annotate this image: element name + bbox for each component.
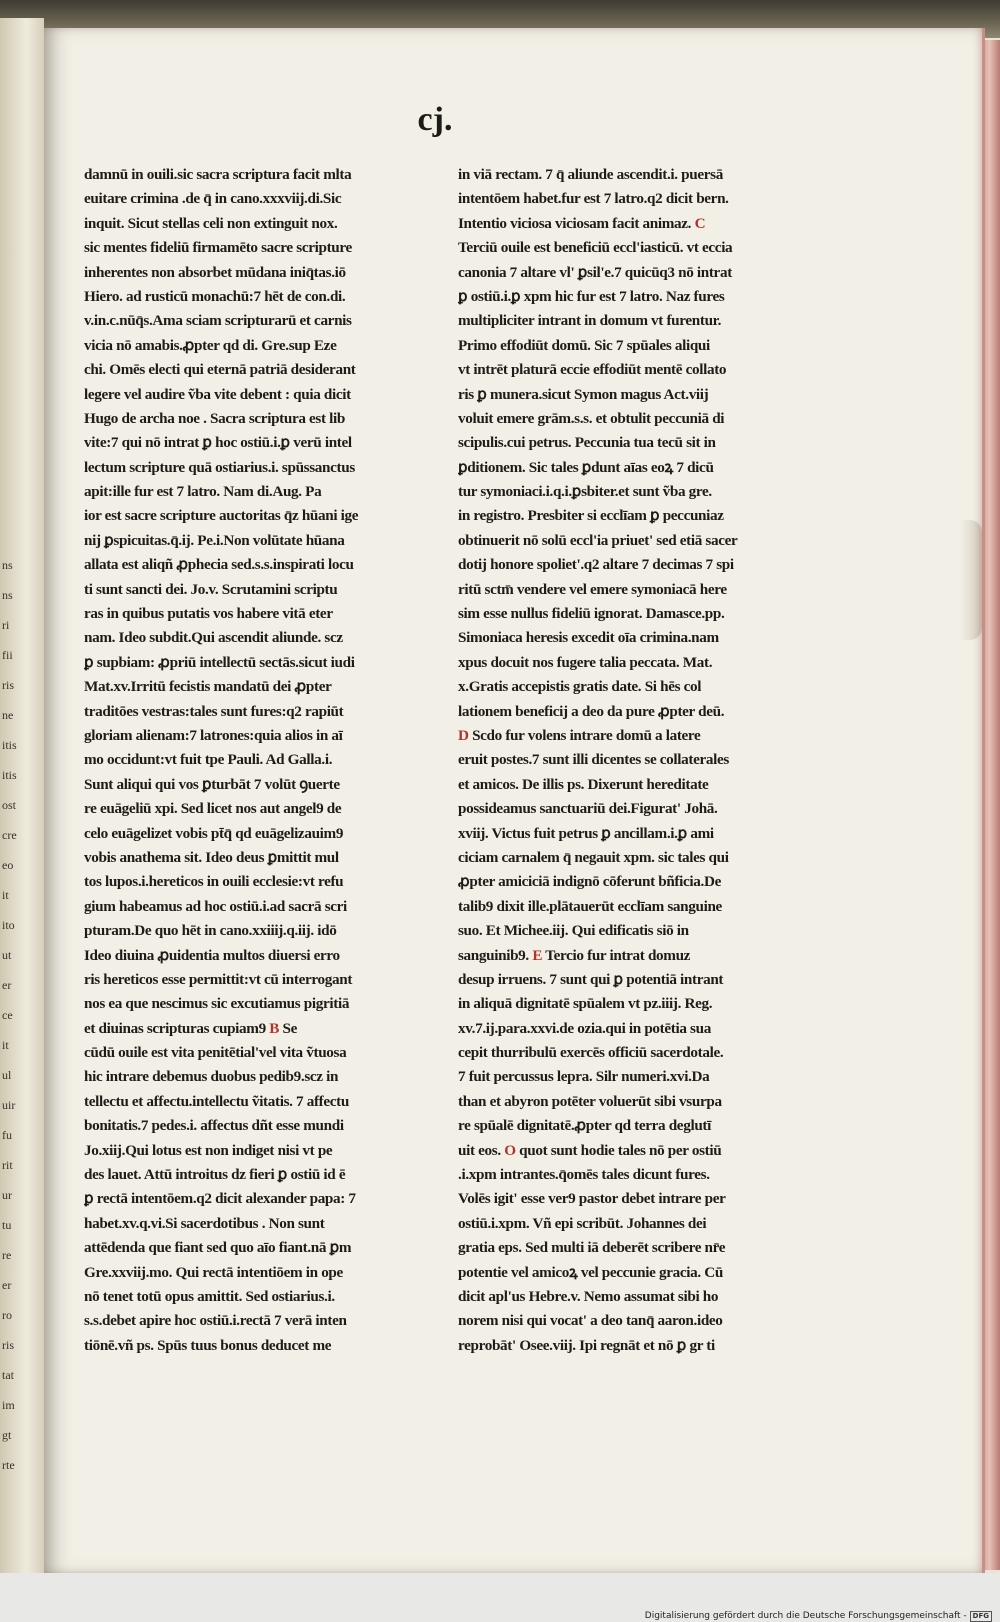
dfg-logo: DFG	[970, 1611, 992, 1622]
facing-page-fragment: ns	[2, 558, 13, 572]
text-line: than et abyron potēter voluerūt sibi vsurpa	[458, 1092, 722, 1110]
text-line: tur symoniaci.i.q.i.ꝑsbiter.et sunt ṽba gre.	[458, 483, 712, 501]
facing-page-fragment: ut	[2, 948, 12, 962]
facing-page-fragment: eo	[2, 858, 14, 872]
facing-page-fragment: itis	[2, 738, 17, 752]
text-line: voluit emere grām.s.s. et obtulit peccuniā di	[458, 409, 725, 427]
text-line: ris hereticos esse permittit:vt cū interrogant	[84, 970, 353, 988]
facing-page-fragment: ost	[2, 798, 17, 812]
text-line: ras in quibus putatis vos habere vitā eter	[84, 605, 333, 623]
text-line: intentōem habet.fur est 7 latro.q2 dicit bern.	[458, 190, 729, 208]
text-line: D Scdo fur volens intrare domū a latere	[458, 726, 701, 744]
text-line: in viā rectam. 7 q̄ aliunde ascendit.i. puersā	[458, 166, 723, 183]
facing-page-fragment: rte	[2, 1458, 15, 1472]
text-line: apit:ille fur est 7 latro. Nam di.Aug. Pa	[84, 483, 322, 501]
text-line: bonitatis.7 pedes.i. affectus dñt esse mundi	[84, 1117, 344, 1135]
text-line: ior est sacre scripture auctoritas q̄z hūani ige	[84, 507, 359, 525]
text-line: potentie vel amicoꝝ vel peccunie gracia. Cū	[458, 1263, 723, 1281]
text-line: mo occidunt:vt fuit tpe Pauli. Ad Galla.i.	[84, 751, 333, 769]
facing-page-fragment: it	[2, 888, 9, 902]
text-line: ostiū.i.xpm. Vñ epi scribūt. Johannes dei	[458, 1214, 707, 1232]
text-line: ti sunt sancti dei. Jo.v. Scrutamini scriptu	[84, 580, 338, 598]
text-line: vicia nō amabis.ꝓpter qd di. Gre.sup Eze	[84, 336, 337, 354]
text-line: lationem beneficij a deo da pure ꝓpter deū.	[458, 702, 725, 720]
text-line: inherentes non absorbet mūdana iniq̄tas.iō	[84, 263, 346, 281]
text-line: multipliciter intrant in domum vt furentur.	[458, 312, 722, 330]
text-line: re euāgeliū xpi. Sed licet nos aut angel9 de	[84, 800, 342, 818]
text-line: tos lupos.i.hereticos in ouili ecclesie:vt refu	[84, 873, 344, 891]
text-line: reprobāt' Osee.viij. Ipi regnāt et nō ꝑ gr ti	[458, 1336, 715, 1354]
text-line: obtinuerit nō solū eccl'ia priuet' sed etiā sacer	[458, 531, 738, 549]
text-line: canonia 7 altare vl' ꝑsil'e.7 quicūq3 nō intrat	[458, 263, 732, 281]
text-line: eruit postes.7 sunt illi dicentes se collaterales	[458, 751, 729, 769]
facing-page-fragment: fu	[2, 1128, 12, 1142]
text-line: tiōnē.vñ ps. Spūs tuus bonus deducet me	[84, 1336, 332, 1354]
text-line: sanguinib9. E Tercio fur intrat domuz	[458, 946, 691, 964]
text-line: s.s.debet apire hoc ostiū.i.rectā 7 verā inten	[84, 1312, 347, 1330]
facing-page-fragment: rit	[2, 1158, 13, 1172]
text-line: lectum scripture quā ostiarius.i. spūssanctus	[84, 458, 355, 476]
facing-page-fragment: ur	[2, 1188, 12, 1202]
text-line: Mat.xv.Irritū fecistis mandatū dei ꝓpter	[84, 678, 332, 696]
text-line: ritū sctm̄ vendere vel emere symoniacā here	[458, 580, 727, 598]
text-line: x.Gratis accepistis gratis date. Si hēs col	[458, 678, 702, 696]
text-line: Volēs igit' esse ver9 pastor debet intrare per	[458, 1190, 726, 1208]
text-line: vt intrēt platurā eccie effodiūt mentē collato	[458, 361, 727, 379]
text-line: inquit. Sicut stellas celi non extinguit nox.	[84, 214, 338, 232]
text-line: celo euāgelizet vobis pt̄q̄ qd euāgelizauim9	[84, 824, 344, 842]
text-line: vobis anathema sit. Ideo deus ꝑmittit mul	[84, 848, 339, 866]
facing-page-fragment: tu	[2, 1218, 12, 1232]
text-line: suo. Et Michee.iij. Qui edificatis siō in	[458, 922, 689, 940]
text-line: nō tenet totū opus amittit. Sed ostiarius.i.	[84, 1287, 335, 1305]
text-line: vite:7 qui nō intrat ꝑ hoc ostiū.i.ꝑ verū intel	[84, 434, 352, 452]
text-line: scipulis.cui petrus. Peccunia tua tecū sit in	[458, 434, 716, 452]
text-line: gloriam alienam:7 latrones:quia alios in aī	[84, 726, 343, 744]
facing-page-fragment: er	[2, 1278, 12, 1292]
text-line: habet.xv.q.vi.Si sacerdotibus . Non sunt	[84, 1214, 325, 1232]
text-column-left	[84, 163, 422, 1358]
text-line: norem nisi qui vocat' a deo tanq̄ aaron.ideo	[458, 1312, 723, 1330]
text-line: Intentio viciosa viciosam facit animaz. C	[458, 214, 706, 232]
text-line: euitare crimina .de q̄ in cano.xxxviij.di.Sic	[84, 190, 342, 208]
text-line: tellectu et affectu.intellectu ṽitatis. 7 affectu	[84, 1092, 349, 1110]
text-line: attēdenda que fiant sed quo aīo fiant.nā ꝑm	[84, 1239, 352, 1257]
text-line: nam. Ideo subdit.Qui ascendit aliunde. scz	[84, 629, 343, 647]
text-line: Sunt aliqui qui vos ꝑturbāt 7 volūt ꝯuerte	[84, 775, 340, 793]
text-line: in registro. Presbiter si ecclīam ꝑ peccuniaz	[458, 507, 724, 525]
text-line: Hugo de archa noe . Sacra scriptura est lib	[84, 409, 345, 427]
facing-page-edge	[0, 18, 44, 1573]
text-line: nij ꝑspicuitas.q̄.ij. Pe.i.Non volūtate hūana	[84, 531, 345, 549]
facing-page-fragment: fii	[2, 648, 13, 662]
facing-page-fragment: gt	[2, 1428, 12, 1442]
text-line: desup irruens. 7 sunt qui ꝑ potentiā intrant	[458, 970, 724, 988]
text-line: ꝑ supbiam: ꝓpriū intellectū sectās.sicut iudi	[84, 653, 355, 671]
text-line: des lauet. Attū introitus dz fieri ꝑ ostiū id ē	[84, 1166, 346, 1184]
text-line: Primo effodiūt domū. Sic 7 spūales aliqui	[458, 336, 710, 354]
text-line: Gre.xxviij.mo. Qui rectā intentiōem in ope	[84, 1263, 343, 1281]
text-line: ꝑditionem. Sic tales ꝑdunt aīas eoꝝ 7 dicū	[458, 458, 714, 476]
facing-page-fragment: ri	[2, 618, 10, 632]
text-line: chi. Omēs electi qui eternā patriā desiderant	[84, 361, 356, 379]
text-line: Terciū ouile est beneficiū eccl'iasticū. vt eccia	[458, 239, 733, 257]
funding-credit	[645, 1611, 992, 1622]
facing-page-fragment: re	[2, 1248, 12, 1262]
text-line: possideamus sanctuariū dei.Figurat' Johā.	[458, 800, 718, 818]
facing-page-fragment: cre	[2, 828, 17, 842]
text-line: xv.7.ij.para.xxvi.de ozia.qui in potētia sua	[458, 1019, 711, 1037]
funding-credit-text: Digitalisierung gefördert durch die Deutsche Forschungsgemeinschaft -	[644, 1611, 967, 1621]
text-line: cepit thurribulū exercēs officiū sacerdotale.	[458, 1044, 724, 1062]
facing-page-fragment: it	[2, 1038, 9, 1052]
text-line: Ideo diuina ꝓuidentia multos diuersi erro	[84, 946, 340, 964]
text-line: nos ea que nescimus sic excutiamus pigritiā	[84, 995, 350, 1013]
text-column-right	[458, 163, 806, 1358]
page-shadow	[960, 520, 982, 640]
facing-page-fragment: im	[2, 1398, 15, 1412]
text-line: gratia eps. Sed multi iā deberēt scribere nr̄e	[458, 1239, 726, 1257]
text-line: gium habeamus ad hoc ostiū.i.ad sacrā scri	[84, 897, 347, 915]
text-line: traditōes vestras:tales sunt fures:q2 rapiūt	[84, 702, 344, 720]
text-line: ꝓpter amiciciā indignō cōferunt bñficia.De	[458, 873, 721, 891]
text-line: uit eos. O quot sunt hodie tales nō per ostiū	[458, 1141, 722, 1159]
text-line: in aliquā dignitatē spūalem vt pz.iiij. Reg.	[458, 995, 713, 1013]
facing-page-fragment: ne	[2, 708, 14, 722]
text-line: ꝑ ostiū.i.ꝑ xpm hic fur est 7 latro. Naz fures	[458, 287, 725, 305]
text-line: .i.xpm intrantes.q̄omēs tales dicunt fures.	[458, 1166, 710, 1184]
facing-page-fragment: er	[2, 978, 12, 992]
facing-page-fragment: ris	[2, 678, 14, 692]
facing-page-fragment: ul	[2, 1068, 12, 1082]
folio-number: cj.	[417, 101, 453, 138]
text-line: et diuinas scripturas cupiam9 B Se	[84, 1019, 297, 1037]
text-line: damnū in ouili.sic sacra scriptura facit mlta	[84, 166, 352, 183]
text-line: re spūalē dignitatē.ꝓpter qd terra deglutī	[458, 1117, 711, 1135]
facing-page-fragment: ce	[2, 1008, 13, 1022]
text-line: allata est aliqñ ꝓphecia sed.s.s.inspirati locu	[84, 556, 354, 574]
facing-page-fragment: tat	[2, 1368, 14, 1382]
text-line: pturam.De quo hēt in cano.xxiiij.q.iij. idō	[84, 922, 337, 940]
text-line: sic mentes fideliū firmamēto sacre scripture	[84, 239, 352, 257]
text-line: sim esse nullus fideliū ignorat. Damasce.pp.	[458, 605, 725, 623]
text-line: xpus docuit nos fugere talia peccata. Mat.	[458, 653, 713, 671]
facing-page-fragment: ns	[2, 588, 13, 602]
text-line: et amicos. De illis ps. Dixerunt hereditate	[458, 775, 709, 793]
text-line: Jo.xiij.Qui lotus est non indiget nisi vt pe	[84, 1141, 333, 1159]
facing-page-fragment: uir	[2, 1098, 16, 1112]
text-line: ris ꝑ munera.sicut Symon magus Act.viij	[458, 385, 709, 403]
text-line: Simoniaca heresis excedit oīa crimina.nam	[458, 629, 719, 647]
text-line: v.in.c.nūq̄s.Ama sciam scripturarū et carnis	[84, 312, 352, 330]
facing-page-fragment: ris	[2, 1338, 14, 1352]
facing-page-fragment: ro	[2, 1308, 12, 1322]
text-line: cūdū ouile est vita penitētial'vel vita ṽtuosa	[84, 1044, 347, 1062]
text-line: xviij. Victus fuit petrus ꝑ ancillam.i.ꝑ ami	[458, 824, 714, 842]
text-line: dotij honore spoliet'.q2 altare 7 decimas 7 spi	[458, 556, 734, 574]
text-line: legere vel audire ṽba vite debent : quia dicit	[84, 385, 351, 403]
facing-page-fragment: itis	[2, 768, 17, 782]
text-line: dicit apl'us Hebre.v. Nemo assumat sibi ho	[458, 1287, 719, 1305]
text-line: ciciam carnalem q̄ negauit xpm. sic tales qui	[458, 848, 729, 866]
text-line: Hiero. ad rusticū monachū:7 hēt de con.di.	[84, 287, 346, 305]
text-line: talib9 dixit ille.plātauerūt ecclīam sanguine	[458, 897, 722, 915]
text-line: 7 fuit percussus lepra. Silr numeri.xvi.Da	[458, 1068, 710, 1086]
facing-page-fragment: ito	[2, 918, 15, 932]
text-line: ꝑ rectā intentōem.q2 dicit alexander papa: 7	[84, 1190, 356, 1208]
text-line: hic intrare debemus duobus pedib9.scz in	[84, 1068, 339, 1086]
